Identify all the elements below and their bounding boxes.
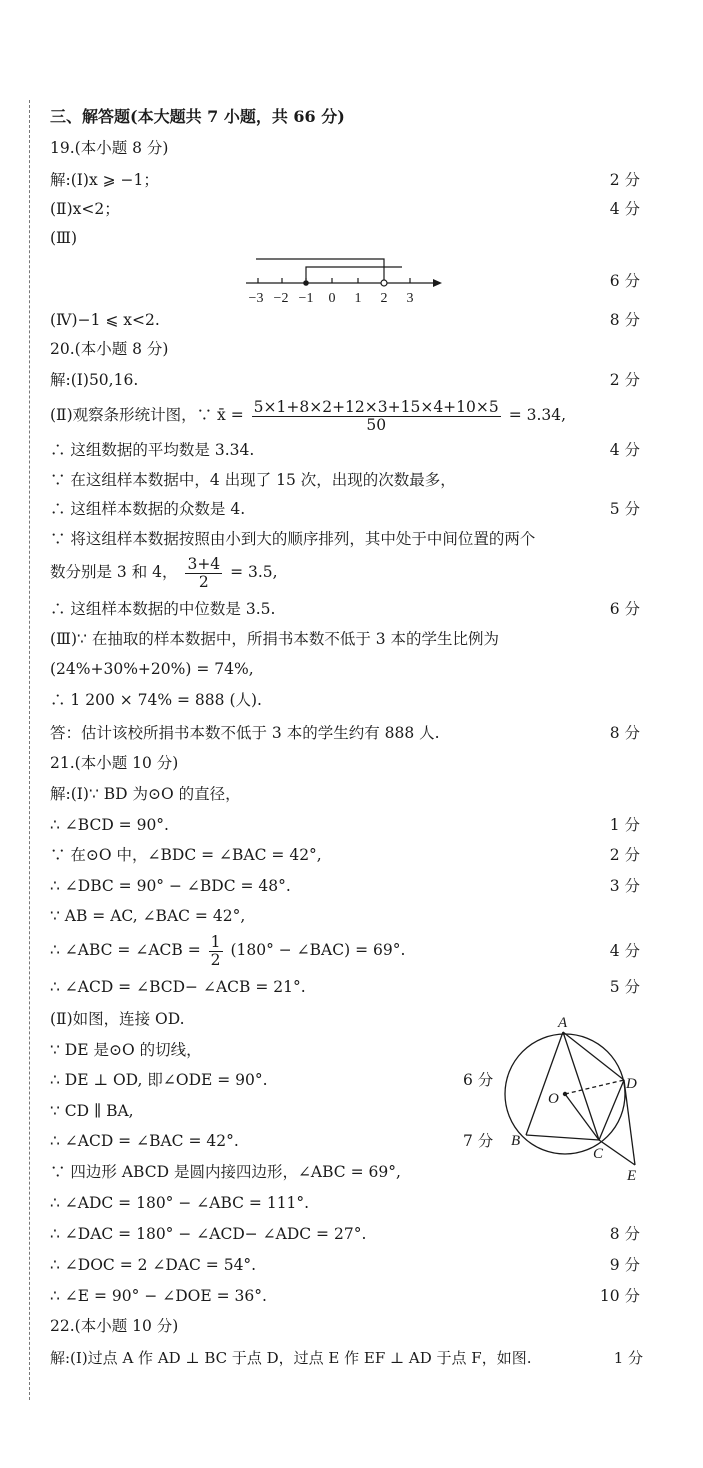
q20-line-4: ∵ 在这组样本数据中，4 出现了 15 次，出现的次数最多， <box>50 471 456 489</box>
q19-line-1: 解:(Ⅰ)x ⩾ −1； <box>50 171 159 189</box>
label-b: B <box>511 1133 521 1149</box>
half-fraction <box>209 934 223 969</box>
label-c: C <box>593 1146 604 1162</box>
nl-label-0: 0 <box>328 291 336 306</box>
label-a: A <box>558 1015 568 1031</box>
q20-line-3: ∴ 这组数据的平均数是 3.34. <box>50 441 255 459</box>
q20-score-12: 8 分 <box>609 724 640 742</box>
section-title: 三、解答题(本大题共 7 小题，共 66 分) <box>50 107 345 126</box>
q20-score-3: 4 分 <box>609 441 640 459</box>
open-point <box>381 280 387 286</box>
q21-score-7: 5 分 <box>609 978 640 996</box>
label-d: D <box>626 1076 637 1092</box>
q20-line-9: (Ⅲ)∵ 在抽取的样本数据中，所捐书本数不低于 3 本的学生比例为 <box>50 630 500 648</box>
q20-line-8: ∴ 这组样本数据的中位数是 3.5. <box>50 600 276 618</box>
nl-label-1: 1 <box>354 291 362 306</box>
q20-line-5: ∴ 这组样本数据的众数是 4. <box>50 500 246 518</box>
binding-cut-line <box>29 100 30 1400</box>
q21-line-1: 解:(Ⅰ)∵ BD 为⊙O 的直径， <box>50 785 241 803</box>
q21-line-6-suffix: (180° − ∠BAC) = 69°. <box>230 941 406 959</box>
q20-line-11: ∴ 1 200 × 74% = 888 (人). <box>50 691 262 709</box>
q21-score-16: 9 分 <box>609 1256 640 1274</box>
nl-label-2: 2 <box>380 291 388 306</box>
label-o: O <box>548 1091 559 1107</box>
q19-line-4: (Ⅳ)−1 ⩽ x<2. <box>50 311 160 329</box>
q21-line-3: ∵ 在⊙O 中，∠BDC = ∠BAC = 42°, <box>50 846 322 864</box>
q19-header: 19.(本小题 8 分) <box>50 139 169 157</box>
mean-denominator: 50 <box>366 415 387 434</box>
mean-fraction <box>252 399 501 434</box>
q20-line-7-suffix: = 3.5, <box>230 563 278 581</box>
mean-numerator: 5×1+8×2+12×3+15×4+10×5 <box>253 397 499 416</box>
q20-line-12: 答：估计该校所捐书本数不低于 3 本的学生约有 888 人. <box>50 724 440 742</box>
q20-score-5: 5 分 <box>609 500 640 518</box>
q21-score-10: 6 分 <box>463 1071 494 1089</box>
q21-header: 21.(本小题 10 分) <box>50 754 179 772</box>
q21-line-14: ∴ ∠ADC = 180° − ∠ABC = 111°. <box>50 1194 310 1212</box>
q20-line-10: (24%+30%+20%) = 74%, <box>50 660 254 678</box>
q21-line-6-prefix: ∴ ∠ABC = ∠ACB = <box>50 941 201 959</box>
nl-label-n3: −3 <box>248 291 264 306</box>
q21-line-9: ∵ DE 是⊙O 的切线， <box>50 1041 202 1059</box>
q20-line-1: 解:(Ⅰ)50,16. <box>50 371 139 389</box>
q21-score-2: 1 分 <box>609 816 640 834</box>
q19-score-1: 2 分 <box>609 171 640 189</box>
half-numerator: 1 <box>210 932 221 951</box>
q21-line-6 <box>50 930 405 970</box>
q21-line-5: ∵ AB = AC, ∠BAC = 42°, <box>50 907 246 925</box>
median-denominator: 2 <box>198 572 209 591</box>
nl-label-n2: −2 <box>273 291 289 306</box>
q20-line-6: ∵ 将这组样本数据按照由小到大的顺序排列，其中处于中间位置的两个 <box>50 530 536 548</box>
q21-line-8: (Ⅱ)如图，连接 OD. <box>50 1010 185 1028</box>
q21-line-11: ∵ CD ∥ BA, <box>50 1102 134 1120</box>
q22-score-1: 1 分 <box>613 1349 643 1367</box>
q21-score-3: 2 分 <box>609 846 640 864</box>
median-numerator: 3+4 <box>187 554 221 573</box>
median-fraction <box>185 556 222 591</box>
q20-line-2-suffix: = 3.34, <box>508 406 567 424</box>
label-e: E <box>627 1168 637 1184</box>
q21-line-16: ∴ ∠DOC = 2 ∠DAC = 54°. <box>50 1256 257 1274</box>
q20-header: 20.(本小题 8 分) <box>50 340 169 358</box>
q21-line-4: ∴ ∠DBC = 90° − ∠BDC = 48°. <box>50 877 291 895</box>
nl-label-n1: −1 <box>298 291 314 306</box>
number-line-figure <box>228 252 448 308</box>
q19-line-2: (Ⅱ)x<2； <box>50 200 120 218</box>
q21-line-2: ∴ ∠BCD = 90°. <box>50 816 169 834</box>
solid-point <box>303 280 309 286</box>
circle-geometry-figure <box>498 1012 658 1184</box>
nl-label-3: 3 <box>406 291 414 306</box>
q21-score-4: 3 分 <box>609 877 640 895</box>
q21-score-6: 4 分 <box>609 942 640 960</box>
half-denominator: 2 <box>210 950 221 969</box>
q21-line-17: ∴ ∠E = 90° − ∠DOE = 36°. <box>50 1287 267 1305</box>
q19-line-3: (Ⅲ) <box>50 229 78 247</box>
q22-header: 22.(本小题 10 分) <box>50 1317 179 1335</box>
q19-score-4: 8 分 <box>609 311 640 329</box>
q20-score-8: 6 分 <box>609 600 640 618</box>
q21-score-17: 10 分 <box>599 1287 640 1305</box>
q20-score-1: 2 分 <box>609 371 640 389</box>
q21-score-15: 8 分 <box>609 1225 640 1243</box>
q22-line-1: 解:(Ⅰ)过点 A 作 AD ⊥ BC 于点 D，过点 E 作 EF ⊥ AD 于点 F，如图. <box>50 1349 532 1367</box>
q21-score-12: 7 分 <box>463 1132 494 1150</box>
q21-line-12: ∴ ∠ACD = ∠BAC = 42°. <box>50 1132 239 1150</box>
q19-score-2: 4 分 <box>609 200 640 218</box>
q20-line-7-prefix: 数分别是 3 和 4， <box>50 563 178 581</box>
q21-line-7: ∴ ∠ACD = ∠BCD− ∠ACB = 21°. <box>50 978 306 996</box>
q20-line-2-prefix: (Ⅱ)观察条形统计图，∵ x̄ = <box>50 406 244 424</box>
q20-line-2 <box>50 395 566 435</box>
q19-score-3: 6 分 <box>609 272 640 290</box>
q20-line-7 <box>50 552 278 592</box>
q21-line-15: ∴ ∠DAC = 180° − ∠ACD− ∠ADC = 27°. <box>50 1225 367 1243</box>
q21-line-10: ∴ DE ⊥ OD, 即∠ODE = 90°. <box>50 1071 268 1089</box>
q21-line-13: ∵ 四边形 ABCD 是圆内接四边形，∠ABC = 69°, <box>50 1163 401 1181</box>
